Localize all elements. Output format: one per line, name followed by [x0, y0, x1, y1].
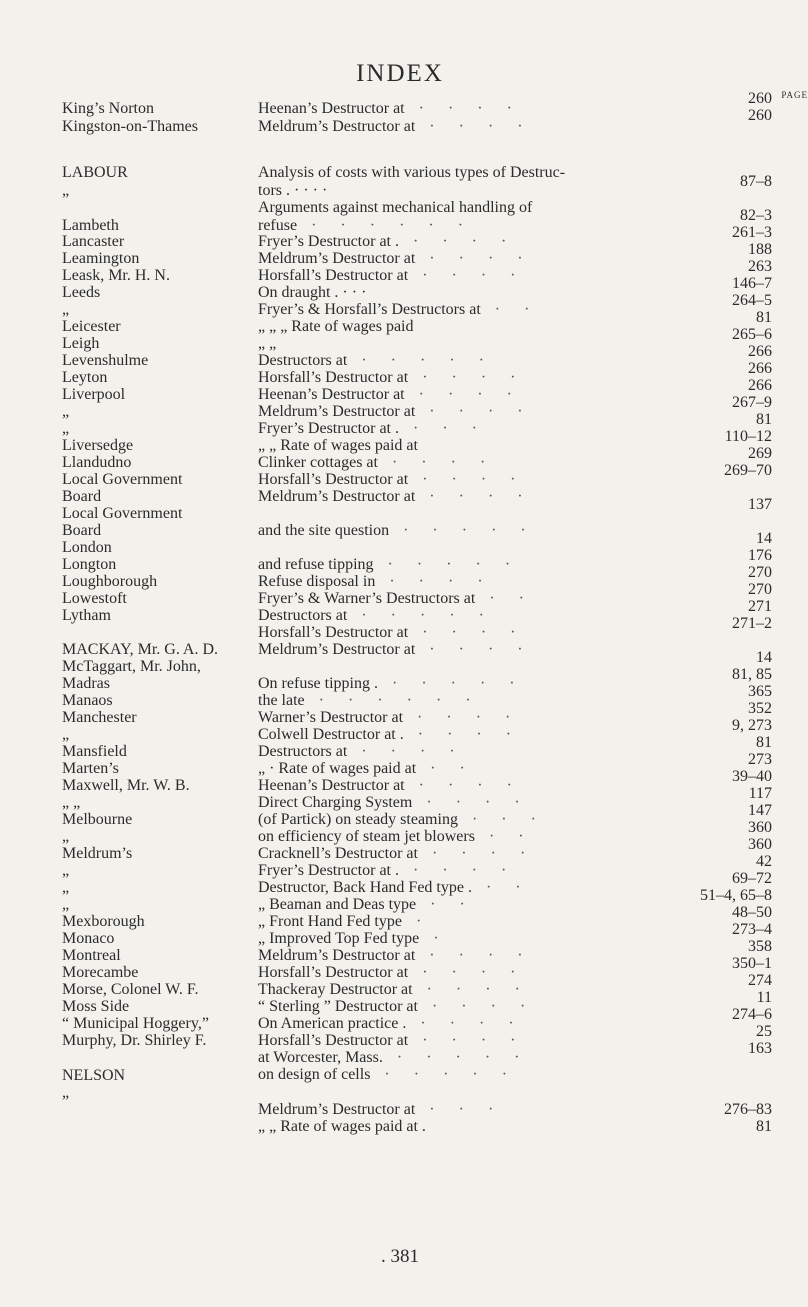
page-reference: 358: [748, 938, 772, 955]
index-subentry: at Worcester, Mass.: [258, 1049, 383, 1066]
index-heading: „: [62, 182, 70, 199]
page-reference: 269–70: [724, 462, 772, 479]
index-heading: Levenshulme: [62, 352, 149, 369]
index-subentry: Horsfall’s Destructor at: [258, 267, 409, 284]
index-heading: Madras: [62, 675, 110, 692]
dot-leader: · · · · ·: [403, 522, 536, 539]
index-subentry: Meldrum’s Destructor at: [258, 641, 416, 658]
page-reference: 81, 85: [732, 666, 772, 683]
dot-leader: · · · ·: [413, 233, 517, 250]
page-reference: 273–4: [732, 921, 772, 938]
dot-leader: · · · ·: [431, 998, 536, 1015]
index-subentry: „ „ „ Rate of wages paid: [258, 318, 414, 335]
index-heading: Morecambe: [62, 964, 139, 981]
index-heading: Maxwell, Mr. W. B.: [62, 777, 190, 794]
index-subentry: Fryer’s Destructor at .: [258, 420, 399, 437]
index-heading: Leigh: [62, 335, 100, 352]
index-subentry: Thackeray Destructor at: [258, 981, 413, 998]
dot-leader: · · ·: [413, 420, 487, 437]
index-heading: Marten’s: [62, 760, 119, 777]
index-heading: Meldrum’s: [62, 845, 133, 862]
index-subentry: Meldrum’s Destructor at: [258, 947, 416, 964]
index-heading: „: [62, 828, 70, 845]
dot-leader: · · · ·: [391, 454, 496, 471]
page-reference: 261–3: [732, 224, 772, 241]
index-subentry: „ · Rate of wages paid at: [258, 760, 417, 777]
dot-leader: ·: [415, 913, 432, 930]
index-title: INDEX: [356, 60, 444, 87]
dot-leader: · · · ·: [389, 573, 493, 590]
page-reference: 14: [756, 530, 772, 547]
index-heading: Monaco: [62, 930, 115, 947]
page-reference: 360: [748, 836, 772, 853]
index-subentry: Fryer’s Destructor at .: [258, 862, 399, 879]
index-heading: Mexborough: [62, 913, 145, 930]
index-subentry: Meldrum’s Destructor at: [258, 1101, 416, 1118]
page-reference: 82–3: [740, 207, 772, 224]
index-heading: „: [62, 896, 70, 913]
index-subentry: on efficiency of steam jet blowers: [258, 828, 475, 845]
index-subentry: „ „: [258, 335, 277, 352]
dot-leader: · · · ·: [417, 726, 522, 743]
index-heading: Local Government: [62, 505, 183, 522]
index-heading: Loughborough: [62, 573, 158, 590]
dot-leader: · · · · ·: [387, 556, 521, 573]
dot-leader: · · · ·: [429, 488, 533, 505]
index-heading: „: [62, 301, 70, 318]
index-heading: Morse, Colonel W. F.: [62, 981, 199, 998]
page-reference: 48–50: [732, 904, 772, 921]
page-reference: 14: [756, 649, 772, 666]
index-subentry: Colwell Destructor at .: [258, 726, 404, 743]
dot-leader: · · · ·: [429, 641, 533, 658]
index-heading: Lowestoft: [62, 590, 127, 607]
page-reference: 269: [748, 445, 772, 462]
page-reference: 270: [748, 581, 772, 598]
index-subentry: Destructor, Back Hand Fed type .: [258, 879, 472, 896]
page-reference: 276–83: [724, 1101, 772, 1118]
index-subentry: Refuse disposal in: [258, 573, 376, 590]
page-reference: 81: [756, 1118, 772, 1135]
page-reference: 271: [748, 598, 772, 615]
index-heading: Board: [62, 488, 102, 505]
index-subentry: Warner’s Destructor at: [258, 709, 404, 726]
index-heading: Murphy, Dr. Shirley F.: [62, 1032, 207, 1049]
index-heading: Manchester: [62, 709, 137, 726]
index-heading: „ „: [62, 794, 81, 811]
dot-leader: · · · ·: [413, 862, 517, 879]
index-subentry: Horsfall’s Destructor at: [258, 1032, 409, 1049]
page-reference: 270: [748, 564, 772, 581]
index-subentry: „ Improved Top Fed type: [258, 930, 420, 947]
index-subentry: Meldrum’s Destructor at: [258, 118, 416, 135]
index-subentry: On American practice .: [258, 1015, 407, 1032]
index-subentry: On draught . · · ·: [258, 284, 367, 301]
index-heading: LABOUR: [62, 164, 128, 181]
index-subentry: On refuse tipping .: [258, 675, 378, 692]
dot-leader: · · · ·: [418, 777, 522, 794]
index-heading: Moss Side: [62, 998, 130, 1015]
index-subentry: (of Partick) on steady steaming: [258, 811, 458, 828]
dot-leader: · · ·: [471, 811, 546, 828]
index-heading: Leyton: [62, 369, 108, 386]
dot-leader: · ·: [488, 828, 534, 845]
index-heading: „: [62, 726, 70, 743]
index-heading: Montreal: [62, 947, 121, 964]
index-subentry: „ „ Rate of wages paid at .: [258, 1118, 426, 1135]
dot-leader: · · · ·: [418, 386, 522, 403]
page-reference: 365: [748, 683, 772, 700]
index-heading: Lancaster: [62, 233, 125, 250]
index-subentry: „ „ Rate of wages paid at: [258, 437, 418, 454]
index-subentry: Horsfall’s Destructor at: [258, 964, 409, 981]
index-heading: Longton: [62, 556, 117, 573]
page-reference: 265–6: [732, 326, 772, 343]
index-subentry: Heenan’s Destructor at: [258, 100, 405, 117]
index-subentry: Meldrum’s Destructor at: [258, 250, 416, 267]
dot-leader: · · · ·: [422, 624, 526, 641]
index-subentry: Clinker cottages at: [258, 454, 378, 471]
dot-leader: · · · ·: [426, 794, 530, 811]
index-subentry: Fryer’s & Warner’s Destructors at: [258, 590, 476, 607]
index-subentry: Destructors at: [258, 743, 348, 760]
dot-leader: · · · ·: [422, 369, 526, 386]
dot-leader: · · · ·: [429, 250, 533, 267]
page-reference: 352: [748, 700, 772, 717]
dot-leader: · · · ·: [422, 1032, 526, 1049]
page-reference: 146–7: [732, 275, 772, 292]
dot-leader: · · · ·: [417, 709, 521, 726]
index-subentry: Fryer’s Destructor at .: [258, 233, 399, 250]
index-heading: King’s Norton: [62, 100, 154, 117]
dot-leader: · · · · ·: [391, 675, 525, 692]
dot-leader: · ·: [430, 760, 475, 777]
index-subentry: Arguments against mechanical handling of: [258, 199, 533, 216]
index-heading: „: [62, 420, 70, 437]
page-reference: 69–72: [732, 870, 772, 887]
dot-leader: · · · ·: [418, 100, 522, 117]
index-heading: Leamington: [62, 250, 140, 267]
index-subentry: Horsfall’s Destructor at: [258, 369, 409, 386]
index-subentry: Cracknell’s Destructor at: [258, 845, 418, 862]
index-subentry: and refuse tipping: [258, 556, 374, 573]
dot-leader: · ·: [489, 590, 534, 607]
page-reference: 260: [748, 107, 772, 124]
index-subentry: Destructors at: [258, 352, 348, 369]
dot-leader: · · · ·: [426, 981, 530, 998]
index-heading: Liverpool: [62, 386, 126, 403]
index-heading: Board: [62, 522, 102, 539]
page-reference: 39–40: [732, 768, 772, 785]
page-reference: 360: [748, 819, 772, 836]
dot-leader: · · · · ·: [361, 352, 494, 369]
dot-leader: · · · · ·: [361, 607, 494, 624]
dot-leader: · · · ·: [431, 845, 536, 862]
page-column-label: PAGE: [781, 90, 808, 100]
index-heading: Leicester: [62, 318, 121, 335]
page-reference: 273: [748, 751, 772, 768]
index-heading: “ Municipal Hoggery,”: [62, 1015, 209, 1032]
index-subentry: on design of cells: [258, 1066, 371, 1083]
index-heading: Leeds: [62, 284, 101, 301]
page-reference: 188: [748, 241, 772, 258]
index-heading: NELSON: [62, 1067, 126, 1084]
page-reference: 266: [748, 343, 772, 360]
index-heading: Leask, Mr. H. N.: [62, 267, 170, 284]
page-reference: 25: [756, 1023, 772, 1040]
page-reference: 274: [748, 972, 772, 989]
index-heading: McTaggart, Mr. John,: [62, 658, 201, 675]
index-heading: Llandudno: [62, 454, 132, 471]
page-reference: 263: [748, 258, 772, 275]
index-heading: „: [62, 1084, 70, 1101]
page-reference: 42: [756, 853, 772, 870]
index-subentry: refuse: [258, 217, 298, 234]
index-heading: „: [62, 862, 70, 879]
index-subentry: tors . · · · ·: [258, 182, 328, 199]
index-heading: „: [62, 403, 70, 420]
index-heading: Kingston-on-Thames: [62, 118, 198, 135]
index-subentry: Horsfall’s Destructor at: [258, 624, 409, 641]
index-heading: Liversedge: [62, 437, 134, 454]
page-reference: 176: [748, 547, 772, 564]
page-reference: 9, 273: [732, 717, 772, 734]
index-heading: „: [62, 879, 70, 896]
page-reference: 274–6: [732, 1006, 772, 1023]
index-subentry: the late: [258, 692, 305, 709]
dot-leader: ·: [433, 930, 449, 947]
dot-leader: · · ·: [429, 1101, 504, 1118]
index-heading: Lambeth: [62, 217, 119, 234]
dot-leader: · ·: [485, 879, 531, 896]
index-subentry: „ Front Hand Fed type: [258, 913, 402, 930]
page-reference: 163: [748, 1040, 772, 1057]
index-subentry: „ Beaman and Deas type: [258, 896, 417, 913]
page-reference: 264–5: [732, 292, 772, 309]
dot-leader: · · · ·: [420, 1015, 524, 1032]
dot-leader: · · · ·: [361, 743, 465, 760]
page-reference: 267–9: [732, 394, 772, 411]
page-reference: 11: [756, 989, 772, 1006]
index-subentry: Heenan’s Destructor at: [258, 777, 405, 794]
dot-leader: · · · ·: [429, 947, 533, 964]
page-reference: 266: [748, 360, 772, 377]
page-reference: 266: [748, 377, 772, 394]
index-subentry: Direct Charging System: [258, 794, 413, 811]
index-subentry: Meldrum’s Destructor at: [258, 403, 416, 420]
page-reference: 87–8: [740, 173, 772, 190]
dot-leader: · · · ·: [422, 471, 526, 488]
dot-leader: · · · ·: [422, 964, 526, 981]
index-subentry: Horsfall’s Destructor at: [258, 471, 409, 488]
index-heading: Manaos: [62, 692, 113, 709]
dot-leader: · · · · ·: [396, 1049, 530, 1066]
index-subentry: Meldrum’s Destructor at: [258, 488, 416, 505]
index-heading: MACKAY, Mr. G. A. D.: [62, 641, 219, 658]
index-subentry: and the site question: [258, 522, 390, 539]
index-heading: Melbourne: [62, 811, 133, 828]
page-reference: 110–12: [724, 428, 772, 445]
page-reference: 51–4, 65–8: [700, 887, 772, 904]
dot-leader: · ·: [430, 896, 475, 913]
page-reference: 137: [748, 496, 772, 513]
index-subentry: Heenan’s Destructor at: [258, 386, 405, 403]
index-subentry: “ Sterling ” Destructor at: [258, 998, 418, 1015]
dot-leader: · · · ·: [422, 267, 526, 284]
index-heading: Lytham: [62, 607, 111, 624]
index-subentry: Fryer’s & Horsfall’s Destructors at: [258, 301, 481, 318]
page-reference: 81: [756, 734, 772, 751]
dot-leader: · · · · · ·: [318, 692, 481, 709]
page-reference: 117: [748, 785, 772, 802]
dot-leader: · · · ·: [429, 403, 533, 420]
page-reference: 260: [748, 90, 772, 107]
dot-leader: · · · · ·: [384, 1066, 518, 1083]
page-folio: . 381: [381, 1246, 419, 1267]
page-reference: 81: [756, 309, 772, 326]
index-subentry: Analysis of costs with various types of Destruc-: [258, 164, 566, 181]
index-heading: Mansfield: [62, 743, 127, 760]
page-reference: 81: [756, 411, 772, 428]
index-heading: London: [62, 539, 112, 556]
index-subentry: Destructors at: [258, 607, 348, 624]
dot-leader: · ·: [494, 301, 540, 318]
page-reference: 147: [748, 802, 772, 819]
dot-leader: · · · · · ·: [311, 217, 474, 234]
dot-leader: · · · ·: [429, 118, 533, 135]
page-reference: 271–2: [732, 615, 772, 632]
page-reference: 350–1: [732, 955, 772, 972]
index-heading: Local Government: [62, 471, 183, 488]
